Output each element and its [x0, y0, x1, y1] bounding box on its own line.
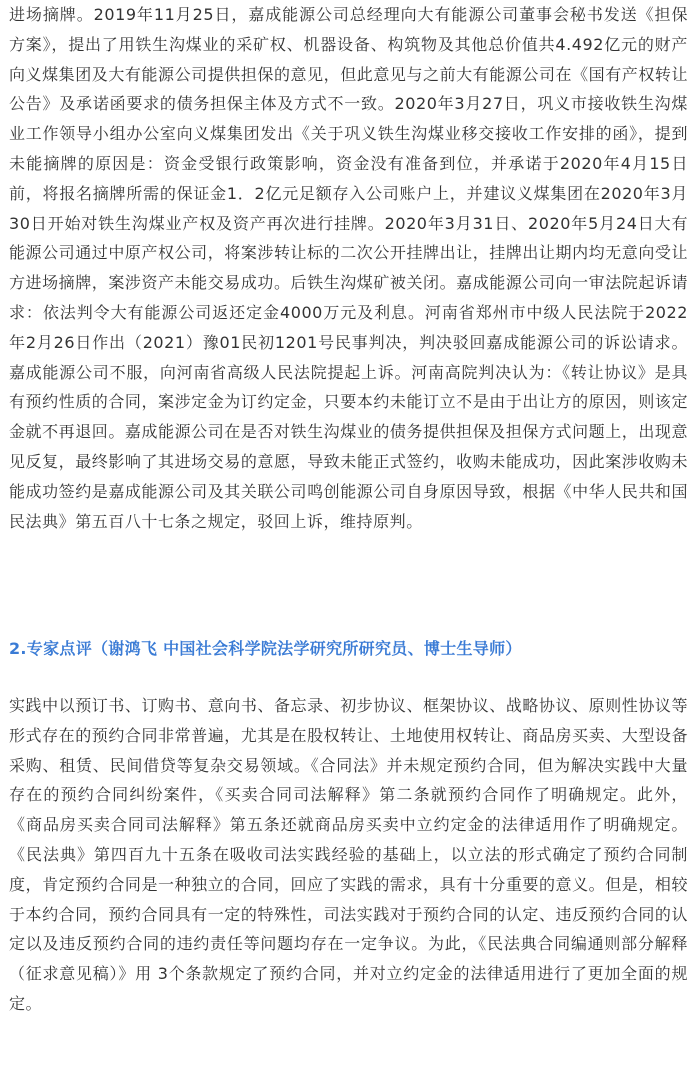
case-facts-paragraph: 进场摘牌。2019年11月25日，嘉成能源公司总经理向大有能源公司董事会秘书发送《担保方案》，提出了用铁生沟煤业的采矿权、机器设备、构筑物及其他总价值共4.492亿元的财产向义煤集团及大有能源公司提供担保的意见，但此意见与之前大有能源公司在《国有产权转让公告》及承诺函要求的债务担保主体及方式不一致。2020年3月27日，巩义市接收铁生沟煤业工作领导小组办公室向义煤集团发出《关于巩义铁生沟煤业移交接收工作安排的函》，提到未能摘牌的原因是：资金受银行政策影响，资金没有准备到位，并承诺于2020年4月15日前，将报名摘牌所需的保证金1．2亿元足额存入公司账户上，并建议义煤集团在2020年3月30日开始对铁生沟煤业产权及资产再次进行挂牌。2020年3月31日、2020年5月24日大有能源公司通过中原产权公司，将案涉转让标的二次公开挂牌出让，挂牌出让期内均无意向受让方进场摘牌，案涉资产未能交易成功。后铁生沟煤矿被关闭。嘉成能源公司向一审法院起诉请求：依法判令大有能源公司返还定金4000万元及利息。河南省郑州市中级人民法院于2022年2月26日作出（2021）豫01民初1201号民事判决，判决驳回嘉成能源公司的诉讼请求。嘉成能源公司不服，向河南省高级人民法院提起上诉。河南高院判决认为：《转让协议》是具有预约性质的合同，案涉定金为订约定金，只要本约未能订立不是由于出让方的原因，则该定金就不再退回。嘉成能源公司在是否对铁生沟煤业的债务提供担保及担保方式问题上，出现意见反复，最终影响了其进场交易的意愿，导致未能正式签约，收购未能成功，因此案涉收购未能成功签约是嘉成能源公司及其关联公司鸣创能源公司自身原因导致，根据《中华人民共和国民法典》第五百八十七条之规定，驳回上诉，维持原判。	[9, 5, 688, 531]
expert-comment-paragraph: 实践中以预订书、订购书、意向书、备忘录、初步协议、框架协议、战略协议、原则性协议等形式存在的预约合同非常普遍，尤其是在股权转让、土地使用权转让、商品房买卖、大型设备采购、租赁、民间借贷等复杂交易领域。《合同法》并未规定预约合同，但为解决实践中大量存在的预约合同纠纷案件，《买卖合同司法解释》第二条就预约合同作了明确规定。此外，《商品房买卖合同司法解释》第五条还就商品房买卖中立约定金的法律适用作了明确规定。《民法典》第四百九十五条在吸收司法实践经验的基础上，以立法的形式确定了预约合同制度，肯定预约合同是一种独立的合同，回应了实践的需求，具有十分重要的意义。但是，相较于本约合同，预约合同具有一定的特殊性，司法实践对于预约合同的认定、违反预约合同的认定以及违反预约合同的违约责任等问题均存在一定争议。为此，《民法典合同编通则部分解释（征求意见稿）》用 3个条款规定了预约合同，并对立约定金的法律适用进行了更加全面的规定。	[9, 696, 688, 1013]
expert-comment-heading: 2.专家点评（谢鸿飞 中国社会科学院法学研究所研究员、博士生导师）	[9, 639, 522, 658]
